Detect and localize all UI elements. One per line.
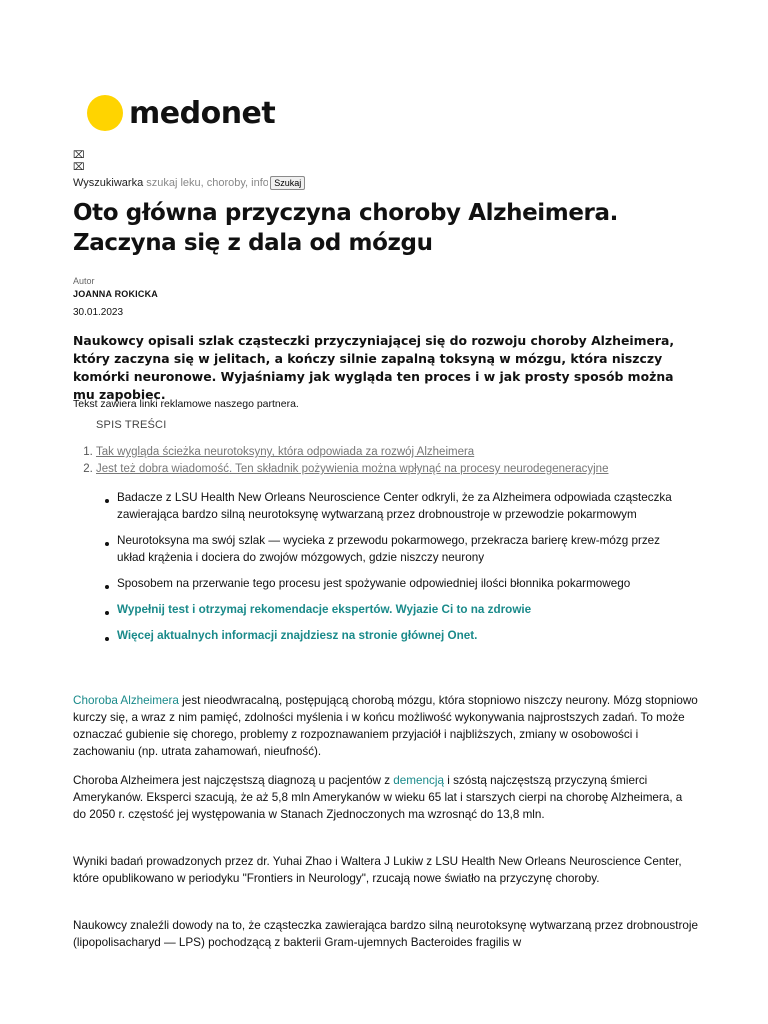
paragraph-4: Naukowcy znaleźli dowody na to, że cząsteczka zawierająca bardzo silną neurotoksynę wytwarzaną przez drobnoustroje (lipopolisacharyd — LPS) pochodzącą z bakterii Gram-ujemnych Bacteroides fragilis w [73,919,698,949]
key-point: Badacze z LSU Health New Orleans Neuroscience Center odkryli, że za Alzheimera odpowiada cząsteczka zawierająca bardzo silną neurotoksynę wytwarzaną przez drobnoustroje w przewodzie pokarmowym [117,489,677,523]
toc-item [96,444,608,461]
medonet-logo[interactable] [87,95,275,131]
promo-link-onet[interactable]: Więcej aktualnych informacji znajdziesz na stronie głównej Onet. [117,627,677,644]
article-title: Oto główna przyczyna choroby Alzheimera. Zaczyna się z dala od mózgu [73,200,618,256]
paragraph-text: i szóstą najczęstszą przyczyną śmierci Amerykanów. Eksperci szacują, że aż 5,8 mln Amerykanów w wieku 65 lat i starszych cierpi na chorobę Alzheimera, a do 2050 r. częstość jej występowania w Stanach Zjednoczonych ma wzrosnąć do 13,8 mln. [73,774,683,821]
logo-dot-icon [87,95,123,131]
search-bar [73,176,305,190]
promo-link-test[interactable]: Wypełnij test i otrzymaj rekomendacje ekspertów. Wyjazie Ci to na zdrowie [117,601,677,618]
broken-image-icon: ⌧ [73,150,85,161]
author-name[interactable]: JOANNA ROKICKA [73,289,158,299]
search-button[interactable]: Szukaj [270,176,305,190]
table-of-contents [73,444,608,478]
toc-link[interactable]: Jest też dobra wiadomość. Ten składnik pożywienia można wpłynąć na procesy neurodegeneracyjne [96,463,609,475]
dementia-link[interactable]: demencją [393,774,444,787]
paragraph-text: jest nieodwracalną, postępującą chorobą mózgu, która stopniowo niszczy neurony. Mózg stopniowo kurczy się, a wraz z nim pamięć, zdolności myślenia i w końcu możliwość wykonywania najprostszych zadań. To może oznaczać gubienie się chorego, problemy z rozpoznawaniem przyjaciół i najbliższych, zmiany w osobowości i zachowaniu (np. utrata zahamowań, nieufność). [73,694,698,758]
broken-image-icon: ⌧ [73,162,85,173]
author-label: Autor [73,276,95,286]
toc-title: SPIS TREŚCI [96,419,167,431]
logo-text: medonet [129,95,276,131]
alzheimer-link[interactable]: Choroba Alzheimera [73,694,179,707]
toc-item [96,461,608,478]
search-input[interactable] [143,177,268,189]
key-point: Neurotoksyna ma swój szlak — wycieka z przewodu pokarmowego, przekracza barierę krew-mózg przez układ krążenia i dociera do zwojów mózgowych, gdzie niszczy neurony [117,532,677,566]
broken-image-icons [73,150,85,174]
paragraph-3: Wyniki badań prowadzonych przez dr. Yuhai Zhao i Waltera J Lukiw z LSU Health New Orleans Neuroscience Center, które opublikowano w periodyku "Frontiers in Neurology", rzucają nowe światło na przyczynę choroby. [73,855,682,885]
paragraph-2 [73,772,698,823]
paragraph-1 [73,692,698,760]
search-label: Wyszukiwarka [73,177,144,189]
ad-disclaimer: Tekst zawiera linki reklamowe naszego partnera. [73,398,299,410]
key-point: Sposobem na przerwanie tego procesu jest spożywanie odpowiedniej ilości błonnika pokarmowego [117,575,677,592]
article-lead: Naukowcy opisali szlak cząsteczki przyczyniającej się do rozwoju choroby Alzheimera, który zaczyna się w jelitach, a kończy silnie zapalną toksyną w mózgu, która niszczy komórki neuronowe. Wyjaśniamy jak wygląda ten proces i w jak prosty sposób można mu zapobiec. [73,333,675,402]
paragraph-text: Choroba Alzheimera jest najczęstszą diagnozą u pacjentów z [73,774,394,787]
publish-date: 30.01.2023 [73,307,124,318]
toc-link[interactable]: Tak wygląda ścieżka neurotoksyny, która odpowiada za rozwój Alzheimera [96,446,475,458]
key-points-list [117,489,677,653]
